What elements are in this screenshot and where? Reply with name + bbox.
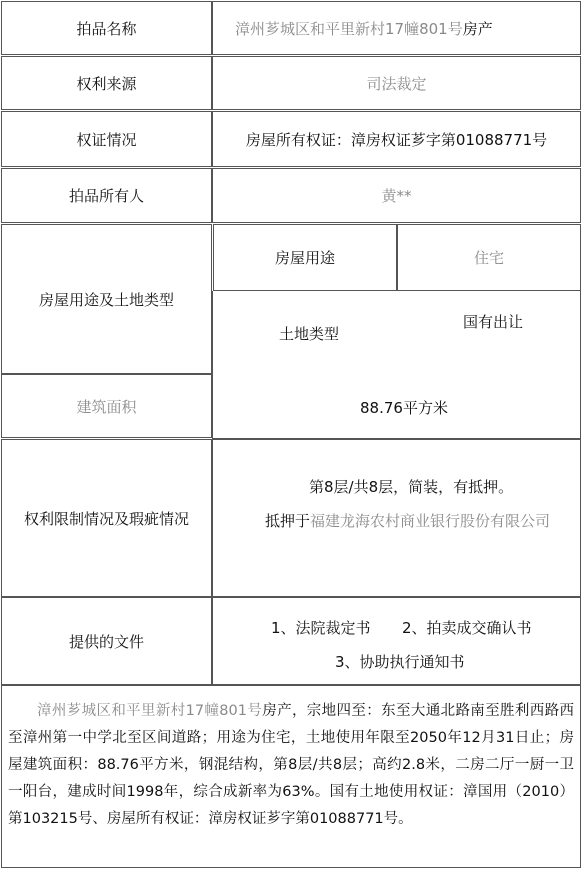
owner-label-cell [1, 168, 212, 223]
documents-label-cell [1, 597, 212, 685]
restrictions-value-cell [212, 439, 581, 597]
land-area-value-cell [212, 291, 581, 439]
area-label: 建筑面积 [76, 397, 137, 416]
certificate-label-cell [1, 111, 212, 167]
description-paragraph [8, 698, 574, 833]
description-address: 漳州芗城区和平里新村17幢801号 [37, 703, 263, 719]
usage-land-label: 房屋用途及土地类型 [38, 290, 174, 309]
rights-source-value-cell [212, 56, 581, 110]
document-3: 3、协助执行通知书 [335, 653, 465, 671]
owner-value: 黄** [381, 187, 412, 205]
area-value: 88.76平方米 [360, 399, 448, 417]
restrictions-label: 权利限制情况及瑕疵情况 [23, 509, 189, 528]
restrictions-line1: 第8层/共8层，简装，有抵押。 [309, 478, 514, 496]
restrictions-line2 [265, 510, 550, 531]
documents-value-cell [212, 597, 581, 685]
certificate-value: 房屋所有权证：漳房权证芗字第01088771号 [245, 130, 548, 149]
mortgage-prefix: 抵押于 [265, 512, 311, 530]
item-name-label: 拍品名称 [76, 19, 137, 38]
item-name-value [235, 18, 493, 39]
area-label-cell [1, 374, 212, 438]
rights-source-label: 权利来源 [76, 74, 137, 93]
usage-label: 房屋用途 [274, 249, 335, 267]
mortgage-bank: 福建龙海农村商业银行股份有限公司 [310, 512, 551, 530]
usage-value-cell [397, 224, 581, 291]
certificate-label: 权证情况 [76, 130, 137, 149]
item-name-address: 漳州芗城区和平里新村17幢801号 [235, 20, 463, 38]
restrictions-label-cell [1, 439, 212, 597]
documents-label: 提供的文件 [68, 632, 144, 651]
land-type-label: 土地类型 [279, 325, 340, 343]
item-name-label-cell [1, 1, 212, 55]
description-text: 房产，宗地四至：东至大通北路南至胜利西路西至漳州第一中学北至区间道路；用途为住宅，土地使用年限至2050年12月31日止；房屋建筑面积：88.76平方米，钢混结构，第8层/共8层；高约2.8米，二房二厅一厨一卫一阳台，建成时间1998年，综合成新率为63%。国有土地使用权证：漳国用（2010）第103215号、房屋所有权证：漳房权证芗字第01088771号。 [8, 703, 574, 827]
land-type-value: 国有出让 [463, 313, 524, 331]
document-2: 2、拍卖成交确认书 [402, 619, 532, 637]
usage-value: 住宅 [473, 249, 504, 267]
certificate-value-cell [212, 111, 581, 167]
document-1: 1、法院裁定书 [271, 619, 371, 637]
usage-label-cell [213, 224, 397, 291]
owner-value-cell [212, 168, 581, 223]
item-name-suffix: 房产 [462, 20, 493, 38]
usage-land-label-cell [1, 224, 212, 374]
rights-source-value: 司法裁定 [366, 74, 427, 93]
owner-label: 拍品所有人 [68, 187, 144, 205]
rights-source-label-cell [1, 56, 212, 110]
item-name-value-cell [212, 1, 581, 55]
